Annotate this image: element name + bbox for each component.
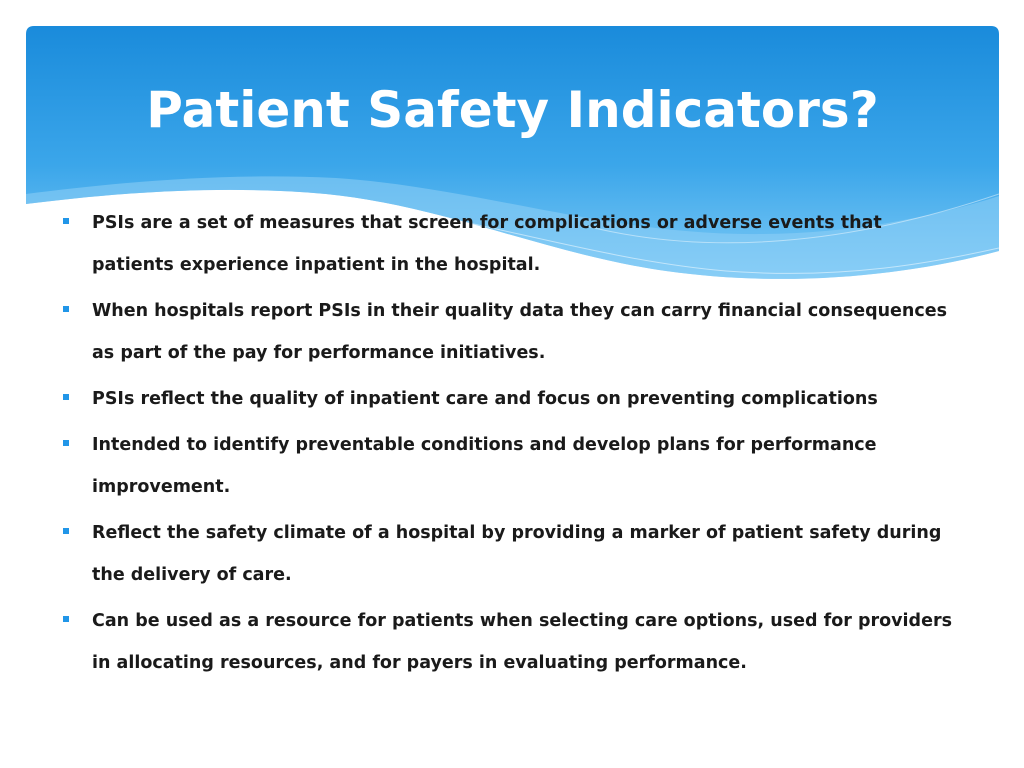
bullet-text: Intended to identify preventable conditions and develop plans for performance improvement. (92, 435, 877, 497)
bullet-item (62, 600, 967, 684)
square-bullet-icon (63, 218, 69, 224)
bullet-text: Reflect the safety climate of a hospital by providing a marker of patient safety during the delivery of care. (92, 523, 942, 585)
bullet-text: PSIs reflect the quality of inpatient care and focus on preventing complications (92, 389, 878, 409)
bullet-item (62, 202, 967, 286)
square-bullet-icon (63, 616, 69, 622)
bullet-list (62, 202, 967, 688)
bullet-item (62, 424, 967, 508)
bullet-text: PSIs are a set of measures that screen for complications or adverse events that patients experience inpatient in the hospital. (92, 213, 882, 275)
slide-title: Patient Safety Indicators? (146, 81, 879, 139)
square-bullet-icon (63, 394, 69, 400)
bullet-text: Can be used as a resource for patients when selecting care options, used for providers in allocating resources, and for payers in evaluating performance. (92, 611, 952, 673)
square-bullet-icon (63, 306, 69, 312)
bullet-item (62, 378, 967, 420)
bullet-text: When hospitals report PSIs in their quality data they can carry financial consequences as part of the pay for performance initiatives. (92, 301, 948, 363)
square-bullet-icon (63, 440, 69, 446)
bullet-item (62, 512, 967, 596)
bullet-item (62, 290, 967, 374)
square-bullet-icon (63, 528, 69, 534)
